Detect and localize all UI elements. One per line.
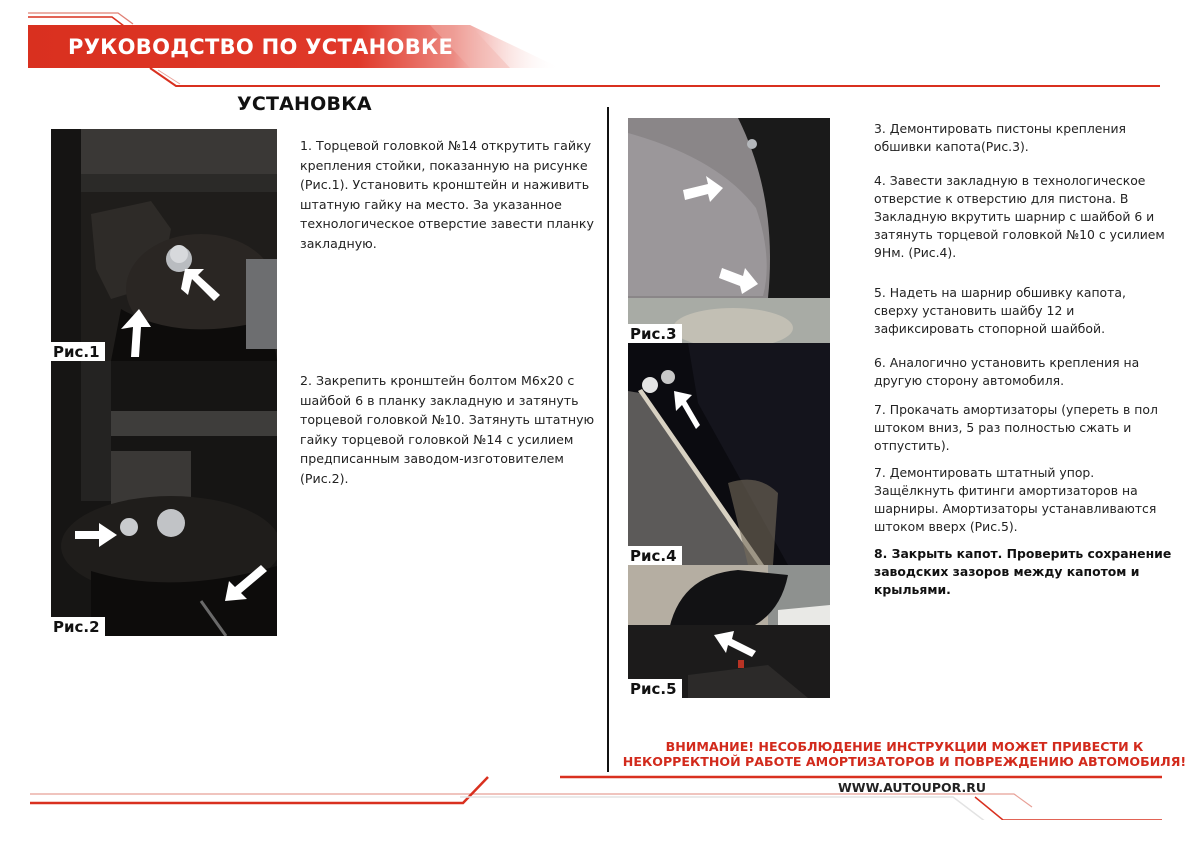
column-divider (607, 107, 609, 772)
step-3-text: 3. Демонтировать пистоны крепления обшивки капота(Рис.3). (874, 121, 1126, 154)
figure-4-photo (628, 343, 830, 565)
figure-2-photo (51, 361, 277, 636)
step-4-text: 4. Завести закладную в технологическое отверстие к отверстию для пистона. В Закладную вкрутить шарнир с шайбой 6 и затянуть торцевой головкой №10 с усилием 9Нм. (Рис.4). (874, 173, 1165, 260)
figure-3-photo (628, 118, 830, 343)
figure-5-photo (628, 565, 830, 698)
step-6-text: 6. Аналогично установить крепления на другую сторону автомобиля. (874, 355, 1140, 388)
arrow-icon (51, 361, 277, 636)
figure-1-photo (51, 129, 277, 361)
arrow-icon (51, 129, 277, 361)
figure-5-label: Рис.5 (628, 679, 682, 698)
website-link[interactable]: WWW.AUTOUPOR.RU (838, 780, 987, 795)
figure-4-label: Рис.4 (628, 546, 682, 565)
step-5-text: 5. Надеть на шарнир обшивку капота, сверху установить шайбу 12 и зафиксировать стопорной шайбой. (874, 285, 1126, 336)
step-7a-text: 7. Прокачать амортизаторы (упереть в пол штоком вниз, 5 раз полностью сжать и отпустить). (874, 402, 1158, 453)
figure-2-label: Рис.2 (51, 617, 105, 636)
arrow-icon (628, 118, 830, 343)
step-7b-text: 7. Демонтировать штатный упор. Защёлкнуть фитинги амортизаторов на шарниры. Амортизаторы устанавливаются штоком вверх (Рис.5). (874, 465, 1157, 534)
warning-line-2: НЕКОРРЕКТНОЙ РАБОТЕ АМОРТИЗАТОРОВ И ПОВРЕЖДЕНИЮ АВТОМОБИЛЯ! (622, 754, 1187, 769)
warning-line-1: ВНИМАНИЕ! НЕСОБЛЮДЕНИЕ ИНСТРУКЦИИ МОЖЕТ ПРИВЕСТИ К (665, 739, 1144, 754)
step-1-text: 1. Торцевой головкой №14 открутить гайку крепления стойки, показанную на рисунке (Рис.1). Установить кронштейн и наживить штатную гайку на место. За указанное технологическое отверстие завести планку закладную. (300, 138, 594, 251)
footer-lines-graphic (0, 760, 1200, 820)
step-2-text: 2. Закрепить кронштейн болтом М6х20 с шайбой 6 в планку закладную и затянуть торцевой головкой №10. Затянуть штатную гайку торцевой головкой №14 с усилием предписанным заводом-изготовителем (Рис.2). (300, 373, 595, 486)
arrow-icon (628, 343, 830, 565)
banner-title: РУКОВОДСТВО ПО УСТАНОВКЕ (68, 35, 454, 59)
step-8-text: 8. Закрыть капот. Проверить сохранение заводских зазоров между капотом и крыльями. (874, 546, 1172, 597)
figure-1-label: Рис.1 (51, 342, 105, 361)
section-title: УСТАНОВКА (237, 93, 372, 115)
figure-3-label: Рис.3 (628, 324, 682, 343)
